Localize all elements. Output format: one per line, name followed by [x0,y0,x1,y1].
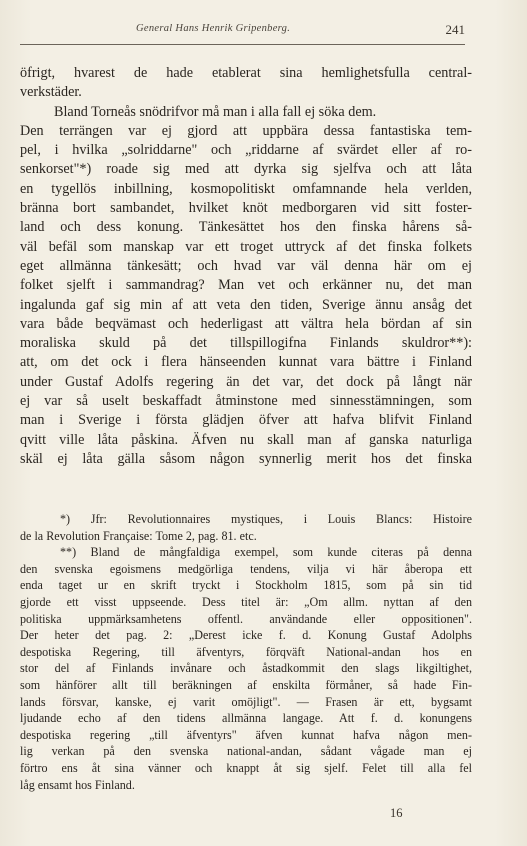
page-header [20,22,465,40]
body-line: moraliska skuld på det tillspillogifna Finlands skuldror**): [20,335,472,352]
footnote-line: despotiska Regering, till äfventyrs, förqväft National-andan hos en [20,644,472,659]
footnote-line: gjorde ett visst uppseende. Dess titel är: „Om allm. nyttan af den [20,594,472,609]
body-line: väl befäl som manskap var ett troget uttryck af det finska folkets [20,238,472,255]
running-head: General Hans Henrik Gripenberg. [136,23,291,34]
body-text [20,64,472,469]
body-line: pel, i hvilka „solriddarne" och „riddarne af svärdet eller af ro- [20,142,472,159]
body-line: land och dess konung. Tänkesättet hos den finska hårens så- [20,219,472,236]
body-line: skäl ej låta gälla såsom någon synnerlig merit hos det finska [20,450,472,467]
footnote-line: politiska uppmärksamhetens offentl. användande eller oppositionen". [20,611,472,626]
footnote-line: de la Revolution Française: Tome 2, pag. 81. etc. [20,528,257,543]
body-line: verkstäder. [20,84,82,101]
footnote-line: Der heter det pag. 2: „Derest icke f. d. Konung Gustaf Adolphs [20,628,472,643]
footnote-line: *) Jfr: Revolutionnaires mystiques, i Louis Blancs: Histoire [60,512,472,526]
body-line: vara både beqvämast och hederligast att vältra hela bördan af sin [20,315,472,332]
header-rule [20,44,465,45]
body-line: eget allmänna tänkesätt; och hvad var väl denna här om ej [20,257,472,274]
body-line: Bland Torneås snödrifvor må man i alla fall ej söka dem. [54,103,377,120]
signature-mark: 16 [390,806,403,820]
body-line: folket sjelft i sammandrag? Man vet och erkänner nu, det man [20,277,472,294]
body-line: qvitt ville låta påskina. Äfven nu skall man af ganska naturliga [20,431,472,448]
footnotes [20,511,472,793]
body-line: öfrigt, hvarest de hade etablerat sina hemlighetsfulla central- [20,65,472,81]
body-line: en tygellös inbillning, kosmopolitiskt omfamnande hela verlden, [20,180,472,197]
body-line: under Gustaf Adolfs regering än det var, det dock på långt när [20,373,472,390]
footnote-line: som hänförer allt till beräkningen af enskilta förmåner, så hade Fin- [20,677,472,692]
footnote-line: lig verkan på den svenska national-andan, sådant vågade man ej [20,744,472,759]
body-line: ingalunda gaf sig min af att veta den tiden, Sverige ännu ansåg det [20,296,472,313]
footnote-line: stor del af Finlands invånare och åstadkommit den slags likgiltighet, [20,661,472,676]
body-line: man i Sverige i första glädjen öfver att hafva blifvit Finland [20,412,472,429]
footnote-line: den svenska egoismens medgörliga tendens, vilja vi här åberopa ett [20,561,472,576]
footnote-line: despotiska regering „till äfventyrs" äfven kunnat hafva någon men- [20,727,472,742]
page-number: 241 [445,22,465,37]
footnote-line: förtro ens åt sina vänner och knappt åt sig sjelf. Felet till alla fel [20,760,472,775]
body-line: ej var så uselt beskaffadt åtminstone med sinnesstämningen, som [20,393,472,410]
body-line: Den terrängen var ej gjord att uppbära dessa fantastiska tem- [20,122,472,139]
footnote-line: lands försvar, kanske, ej varit omöjligt". — Frasen är ett, bygsamt [20,694,472,709]
footnote-line: **) Bland de mångfaldiga exempel, som kunde citeras på denna [60,545,472,560]
footnote-line: låg ensamt hos Finland. [20,777,135,792]
body-line: att, om det ock i flera hänseenden kunnat vara bättre i Finland [20,354,472,371]
footnote-line: enda taget ur en skrift tryckt i Stockholm 1815, som på sin tid [20,578,472,593]
footnote-line: ljudande echo af den tidens allmänna langage. Att f. d. konungens [20,711,472,726]
body-line: bränna bort sambandet, hvilket knöt medborgaren vid sitt foster- [20,200,472,217]
body-line: senkorset"*) roade sig med att dyrka sig sjelfva och att låta [20,161,472,178]
